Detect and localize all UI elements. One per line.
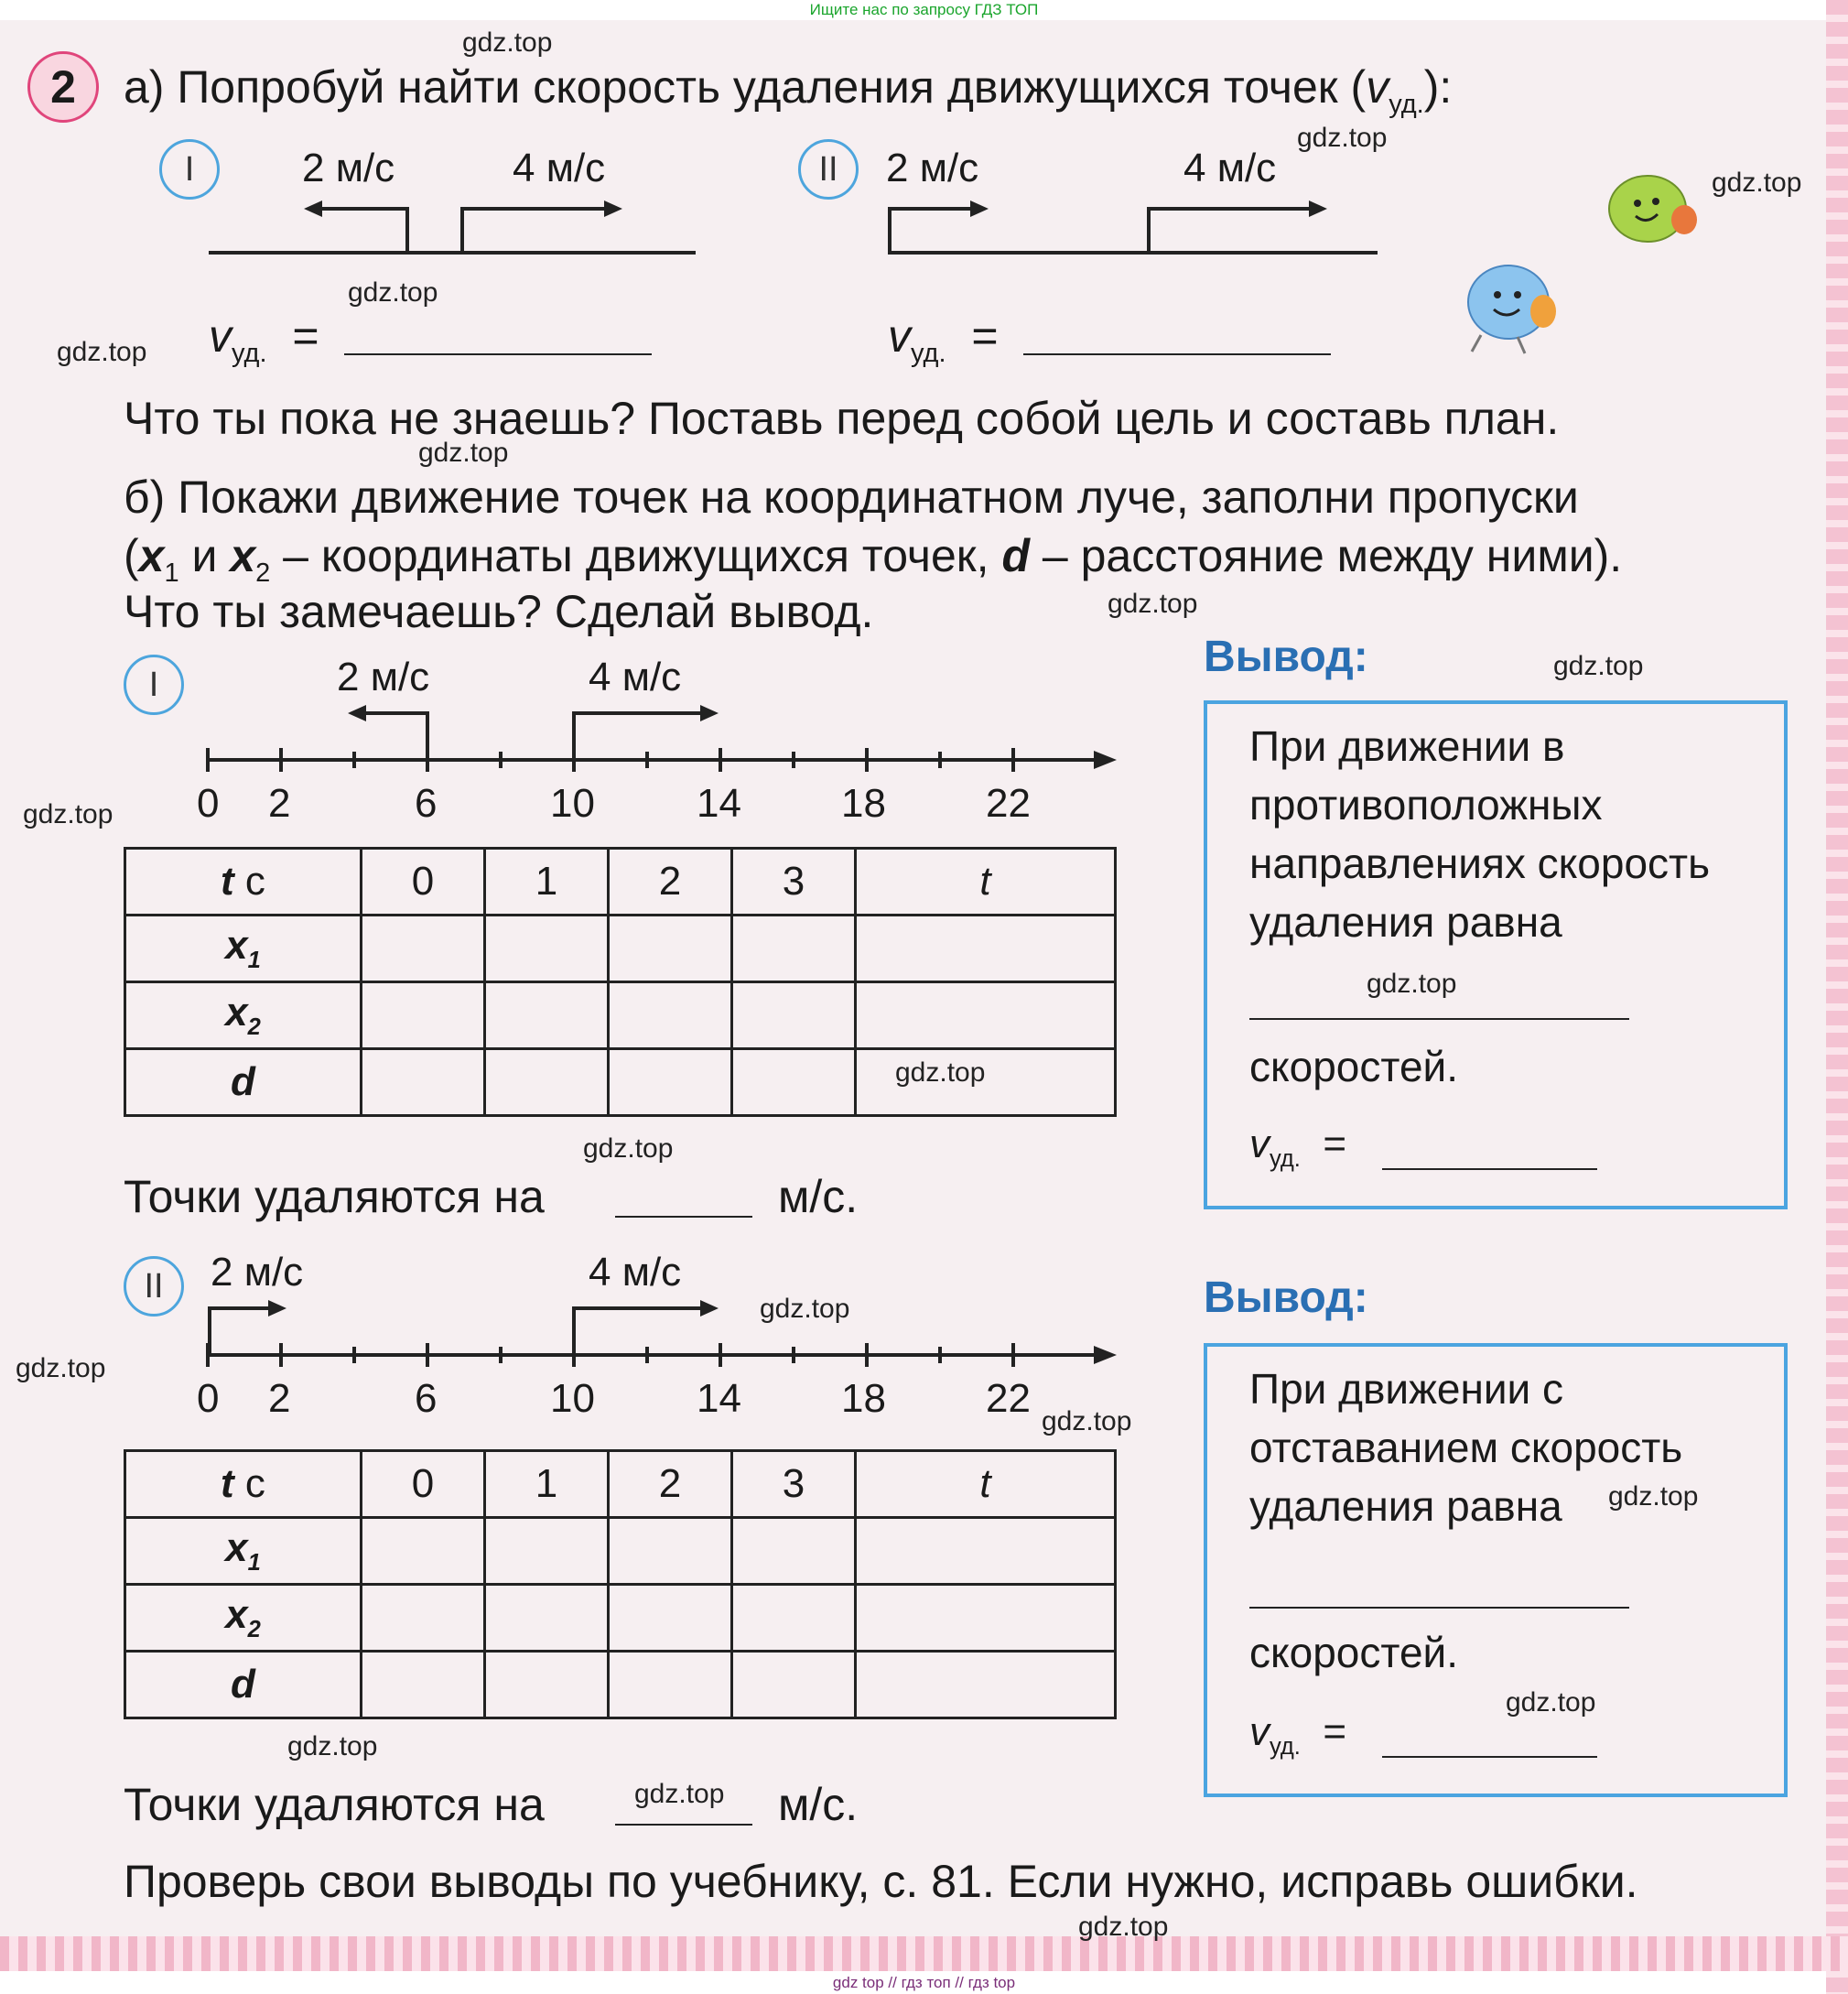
watermark: gdz.top	[462, 27, 553, 58]
watermark: gdz.top	[1297, 123, 1388, 153]
points-blank-2[interactable]	[615, 1824, 752, 1826]
points-unit-2: м/с.	[778, 1779, 859, 1830]
number-line-1	[197, 700, 1130, 792]
conclusion2-line2: отставанием скорость	[1249, 1424, 1683, 1471]
part-b-line2: ($x_1$ и $x_2$ – координаты движущихся точек, d – расстояние между ними).	[124, 530, 1623, 588]
tick-label-2: 2	[268, 781, 291, 826]
vud-label-1: $v_{уд.}$ =	[209, 310, 319, 368]
speed-label-5: 2 м/с	[337, 655, 430, 699]
tick-label-14: 14	[697, 781, 741, 826]
conclusion1-line4: удаления равна	[1249, 898, 1562, 946]
tick-label-6: 6	[415, 781, 438, 826]
watermark: gdz.top	[634, 1779, 725, 1809]
watermark: gdz.top	[348, 277, 438, 308]
speed-label-1: 2 м/с	[302, 146, 395, 190]
top-banner[interactable]: Ищите нас по запросу ГДЗ ТОП	[809, 1, 1039, 18]
question-line: Что ты пока не знаешь? Поставь перед собой цель и составь план.	[124, 393, 1560, 444]
task-number: 2	[27, 51, 99, 123]
check-line: Проверь свои выводы по учебнику, с. 81. Если нужно, исправь ошибки.	[124, 1856, 1638, 1907]
conclusion1-line5: скоростей.	[1249, 1043, 1459, 1090]
watermark: gdz.top	[1367, 969, 1457, 999]
watermark: gdz.top	[1553, 651, 1644, 681]
conclusion-title-1: Вывод:	[1204, 633, 1368, 681]
watermark: gdz.top	[1042, 1406, 1132, 1436]
conclusion-title-2: Вывод:	[1204, 1273, 1368, 1322]
speed-label-8: 4 м/с	[589, 1250, 682, 1295]
conclusion2-line4: скоростей.	[1249, 1629, 1459, 1676]
watermark: gdz.top	[1608, 1481, 1699, 1512]
motion-table-1: t с 0 1 2 3 t $x_1$ $x_2$ d	[124, 847, 1117, 1117]
motion-table-2: t с 0 1 2 3 t $x_1$ $x_2$ d	[124, 1449, 1117, 1719]
tick-label-18: 18	[841, 781, 886, 826]
diagram-a2	[879, 183, 1391, 266]
diagram-a1	[201, 183, 714, 266]
cartoon-green-character	[1597, 165, 1707, 252]
watermark: gdz.top	[1078, 1912, 1169, 1942]
tick-label-6b: 6	[415, 1376, 438, 1421]
watermark: gdz.top	[1712, 168, 1802, 198]
watermark: gdz.top	[895, 1057, 986, 1088]
bottom-strip	[0, 1936, 1848, 1971]
conclusion1-vud: $v_{уд.}$ =	[1249, 1122, 1347, 1172]
footer-text[interactable]: gdz top // гдз топ // гдз top	[832, 1974, 1016, 1991]
watermark: gdz.top	[760, 1294, 850, 1324]
conclusion1-line3: направлениях скорость	[1249, 840, 1711, 887]
conclusion1-line2: противоположных	[1249, 781, 1603, 829]
tick-label-0b: 0	[197, 1376, 220, 1421]
tick-label-14b: 14	[697, 1376, 741, 1421]
vud-label-2: $v_{уд.}$ =	[888, 310, 999, 368]
tick-label-10: 10	[550, 781, 595, 826]
conclusion1-blank[interactable]	[1249, 1018, 1629, 1020]
roman-two-a: II	[798, 139, 859, 200]
vud-blank-1[interactable]	[344, 353, 652, 355]
watermark: gdz.top	[16, 1353, 106, 1383]
vud-blank-2[interactable]	[1023, 353, 1331, 355]
conclusion1-line1: При движении в	[1249, 722, 1565, 770]
watermark: gdz.top	[1108, 589, 1198, 619]
conclusion2-blank[interactable]	[1249, 1607, 1629, 1609]
speed-label-6: 4 м/с	[589, 655, 682, 699]
watermark: gdz.top	[418, 438, 509, 468]
roman-one-b: I	[124, 655, 184, 715]
tick-label-0: 0	[197, 781, 220, 826]
tick-label-22b: 22	[986, 1376, 1031, 1421]
part-a-text: а) Попробуй найти скорость удаления движущихся точек $(v_{уд.})$:	[124, 61, 1453, 119]
tick-label-2b: 2	[268, 1376, 291, 1421]
watermark: gdz.top	[583, 1133, 674, 1164]
speed-label-7: 2 м/с	[211, 1250, 304, 1295]
conclusion2-vud: $v_{уд.}$ =	[1249, 1709, 1347, 1760]
page-edge	[1826, 0, 1848, 1994]
speed-label-3: 2 м/с	[886, 146, 979, 190]
conclusion2-line1: При движении с	[1249, 1365, 1564, 1413]
conclusion2-line3: удаления равна	[1249, 1482, 1562, 1530]
points-sentence-2: Точки удаляются на	[124, 1779, 545, 1830]
conclusion2-vud-blank[interactable]	[1382, 1756, 1597, 1758]
watermark: gdz.top	[57, 337, 147, 367]
number-line-2	[197, 1295, 1130, 1387]
watermark: gdz.top	[1506, 1687, 1596, 1718]
cartoon-blue-character	[1454, 258, 1572, 359]
roman-two-b: II	[124, 1256, 184, 1317]
part-b-line1: б) Покажи движение точек на координатном луче, заполни пропуски	[124, 471, 1579, 523]
points-sentence-1: Точки удаляются на	[124, 1171, 545, 1222]
roman-one-a: I	[159, 139, 220, 200]
tick-label-22: 22	[986, 781, 1031, 826]
points-blank-1[interactable]	[615, 1216, 752, 1218]
watermark: gdz.top	[23, 799, 113, 829]
speed-label-2: 4 м/с	[513, 146, 606, 190]
points-unit-1: м/с.	[778, 1171, 859, 1222]
watermark: gdz.top	[287, 1731, 378, 1761]
tick-label-18b: 18	[841, 1376, 886, 1421]
part-b-line3: Что ты замечаешь? Сделай вывод.	[124, 586, 874, 637]
tick-label-10b: 10	[550, 1376, 595, 1421]
conclusion1-vud-blank[interactable]	[1382, 1168, 1597, 1170]
speed-label-4: 4 м/с	[1183, 146, 1277, 190]
